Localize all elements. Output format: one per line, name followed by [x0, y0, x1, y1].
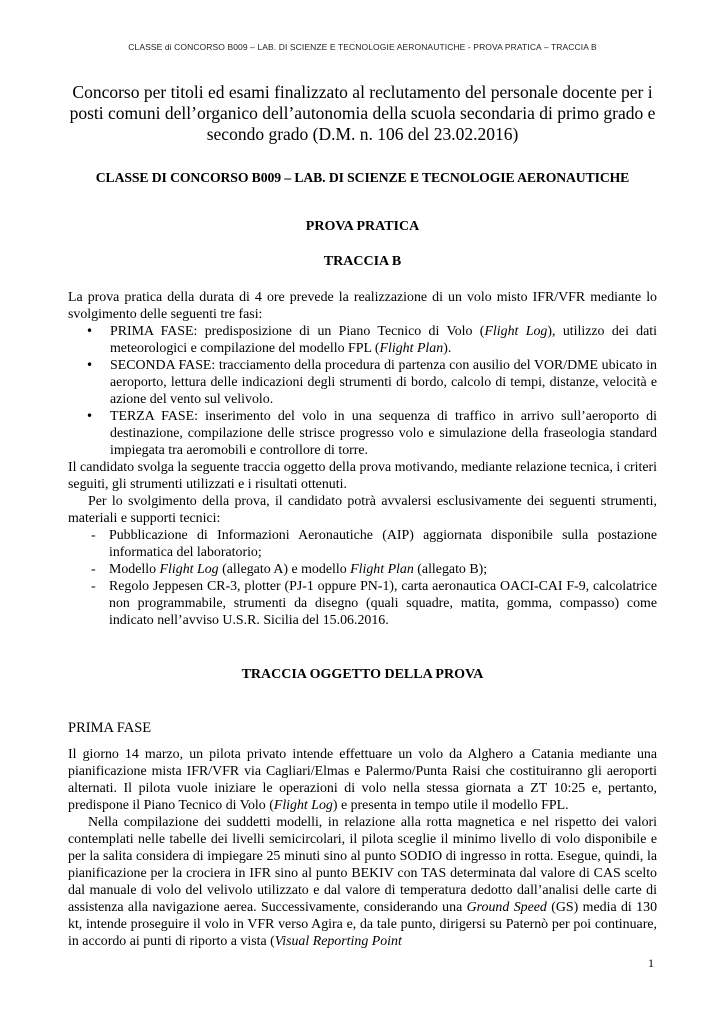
- material-text: Modello: [109, 562, 160, 577]
- list-item-modelli: [109, 561, 657, 578]
- list-item-aip: - Pubblicazione di Informazioni Aeronautiche (AIP) aggiornata disponibile sulla postazione informatica del laboratorio;: [109, 527, 657, 561]
- phase-text: ), utilizzo dei dati meteorologici e compilazione del modello FPL (: [110, 324, 657, 356]
- running-header: CLASSE di CONCORSO B009 – LAB. DI SCIENZE E TECNOLOGIE AERONAUTICHE - PROVA PRATICA – TRACCIA B: [128, 42, 597, 52]
- phases-list: [68, 323, 657, 459]
- material-text: (allegato A) e modello: [218, 562, 351, 577]
- intro-paragraph: La prova pratica della durata di 4 ore prevede la realizzazione di un volo misto IFR/VFR mediante lo svolgimento delle seguenti tre fasi:: [68, 290, 657, 322]
- paragraph-text: Nella compilazione dei suddetti modelli, in relazione alla rotta magnetica e nel rispetto dei valori contemplati nelle tabelle dei livelli semicircolari, il pilota sceglie il minimo livello di volo disponibile e per la salita considera di impiegare 25 minuti sino al punto SODIO di ingresso in rotta. Esegue, quindi, la pianificazione per la crociera in IFR sino al punto BEKIV con TAS determinata dal valore di CAS scelto dal manuale di volo del velivolo utilizzato e dal valore di temperatura dedotto dall’analisi delle carte di assistenza alla navigazione aerea. Successivamente, considerando una: [68, 815, 657, 915]
- paragraph-text: (GS) media di 130 kt, intende proseguire il volo in VFR verso Agira e, da tale punto, dirigersi su Paternò per poi continuare, in accordo ai punti di riporto a vista (: [68, 900, 658, 949]
- section-title-prova-pratica: PROVA PRATICA: [305, 219, 420, 234]
- prima-fase-title: PRIMA FASE: [68, 720, 152, 736]
- phase-text: ).: [443, 341, 452, 356]
- page-content: [68, 82, 657, 950]
- paragraph-emphasis: Ground Speed: [466, 900, 547, 915]
- list-item-strumenti: - Regolo Jeppesen CR-3, plotter (PJ-1 oppure PN-1), carta aeronautica OACI-CAI F-9, calcolatrice non programmabile, strumenti da disegno (quali squadre, matita, gomma, compasso) come indicato nell’avviso U.S.R. Sicilia del 15.06.2016.: [109, 578, 657, 629]
- materials-list: [68, 527, 657, 629]
- section-title-traccia-b: TRACCIA B: [323, 254, 402, 269]
- list-item-seconda-fase: • SECONDA FASE: tracciamento della procedura di partenza con ausilio del VOR/DME ubicato in aeroporto, lettura delle indicazioni degli strumenti di bordo, calcolo di tempi, distanze, velocità e azione del vento sul velivolo.: [110, 357, 657, 408]
- phase-emphasis: Flight Log: [484, 324, 548, 339]
- paragraph-emphasis: Flight Log: [273, 798, 333, 813]
- phase-text: PRIMA FASE: predisposizione di un Piano Tecnico di Volo (: [110, 324, 485, 339]
- material-emphasis: Flight Plan: [350, 562, 414, 577]
- material-text: (allegato B);: [413, 562, 488, 577]
- document-subtitle: CLASSE DI CONCORSO B009 – LAB. DI SCIENZE E TECNOLOGIE AERONAUTICHE: [95, 170, 630, 185]
- document-title: Concorso per titoli ed esami finalizzato al reclutamento del personale docente per i posti comuni dell’organico dell’autonomia della scuola secondaria di primo grado e secondo grado (D.M. n. 106 del 23.02.2016): [69, 82, 656, 144]
- list-item-terza-fase: • TERZA FASE: inserimento del volo in una sequenza di traffico in arrivo sull’aeroporto di destinazione, compilazione delle strisce progresso volo e simulazione della fraseologia standard impiegata tra aeromobili e controllore di torre.: [110, 408, 657, 459]
- paragraph-text: ) e presenta in tempo utile il modello FPL.: [332, 798, 569, 813]
- prima-fase-paragraph-2: [68, 814, 657, 950]
- candidate-paragraph: Il candidato svolga la seguente traccia oggetto della prova motivando, mediante relazione tecnica, i criteri seguiti, gli strumenti utilizzati e i risultati ottenuti.: [68, 460, 657, 492]
- paragraph-emphasis: Visual Reporting Point: [274, 934, 402, 949]
- prima-fase-paragraph-1: [68, 746, 657, 814]
- paragraph-text: Il giorno 14 marzo, un pilota privato intende effettuare un volo da Alghero a Catania mediante una pianificazione mista IFR/VFR via Cagliari/Elmas e Palermo/Punta Raisi che costituiranno gli aeroporti alternati. Il pilota vuole iniziare le operazioni di volo nella stessa giornata a ZT 10:25 e, pertanto, predispone il Piano Tecnico di Volo (: [68, 747, 657, 813]
- traccia-oggetto-title: TRACCIA OGGETTO DELLA PROVA: [241, 667, 484, 682]
- material-emphasis: Flight Log: [159, 562, 219, 577]
- page-number: 1: [648, 956, 654, 970]
- phase-emphasis: Flight Plan: [379, 341, 444, 356]
- list-item-prima-fase: [110, 323, 657, 357]
- materials-intro-paragraph: Per lo svolgimento della prova, il candidato potrà avvalersi esclusivamente dei seguenti strumenti, materiali e supporti tecnici:: [68, 494, 657, 526]
